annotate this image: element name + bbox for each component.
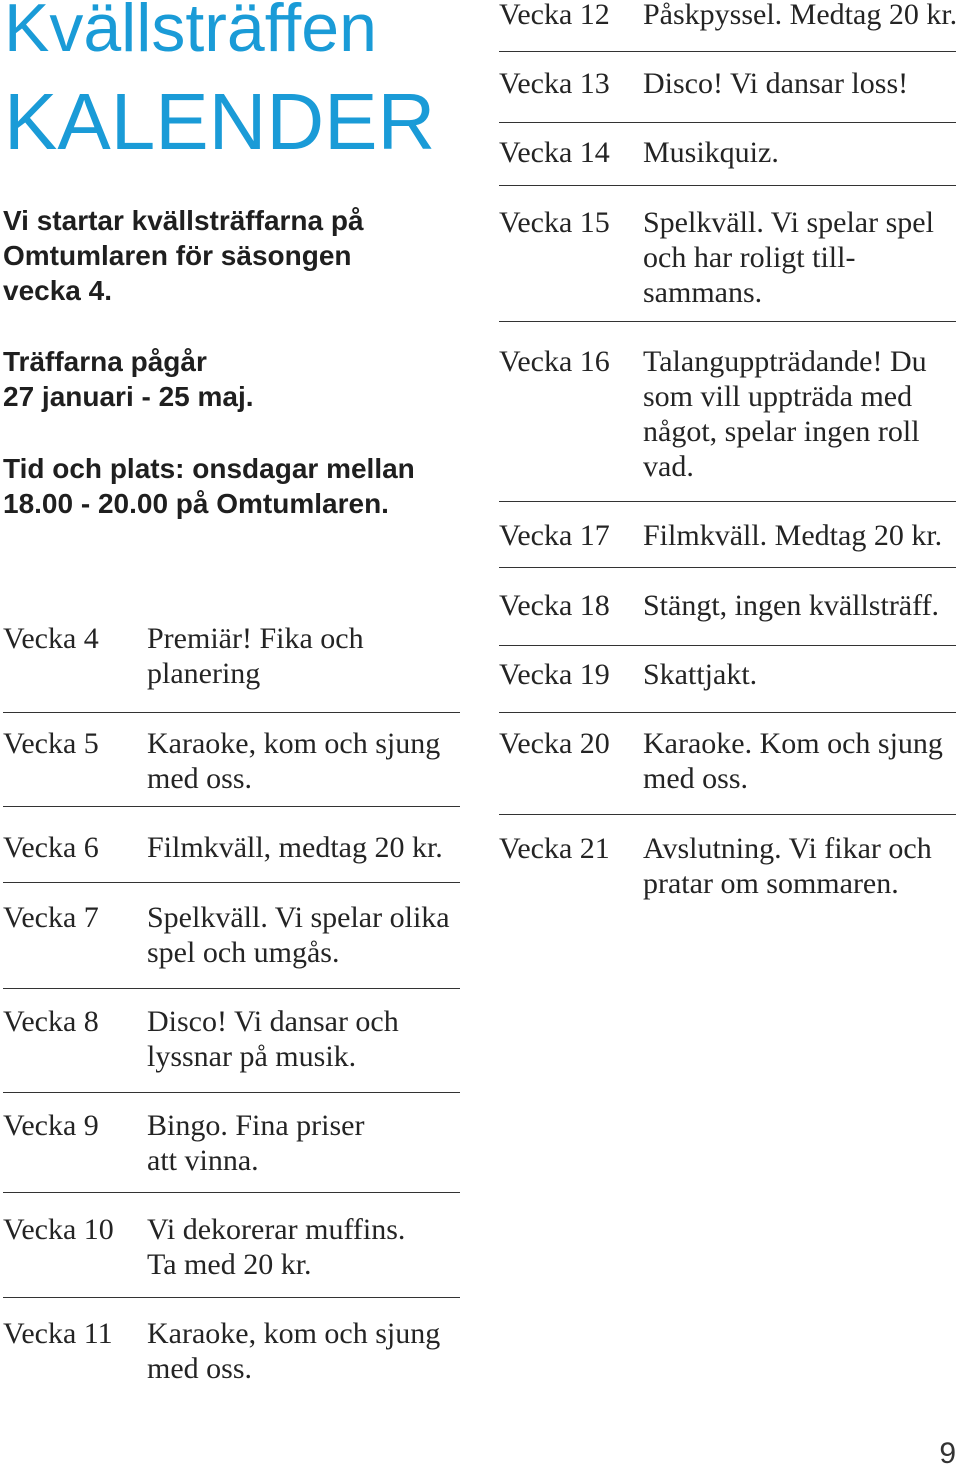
week-activity: Musikquiz.: [643, 136, 779, 169]
week-label: Vecka 21: [499, 832, 610, 865]
week-label: Vecka 16: [499, 345, 610, 378]
intro-start: Vi startar kvällsträffarna på Omtumlaren för säsongen vecka 4.: [3, 205, 364, 306]
page-number: 9: [939, 1437, 956, 1470]
week-activity: Spelkväll. Vi spelar olika spel och umgås.: [147, 901, 450, 969]
week-label: Vecka 12: [499, 0, 610, 31]
divider: [499, 567, 956, 568]
week-activity: Filmkväll, medtag 20 kr.: [147, 831, 443, 864]
divider: [499, 645, 956, 646]
divider: [499, 501, 956, 502]
divider: [3, 806, 460, 807]
week-label: Vecka 18: [499, 589, 610, 622]
week-label: Vecka 15: [499, 206, 610, 239]
week-label: Vecka 7: [3, 901, 99, 934]
week-label: Vecka 13: [499, 67, 610, 100]
week-activity: Disco! Vi dansar och lyssnar på musik.: [147, 1005, 399, 1073]
title-line-1: Kvällsträffen: [4, 0, 377, 66]
week-activity: Avslutning. Vi fikar och pratar om sommaren.: [643, 832, 932, 900]
week-label: Vecka 11: [3, 1317, 113, 1350]
week-activity: Påskpyssel. Medtag 20 kr.: [643, 0, 958, 31]
week-label: Vecka 6: [3, 831, 99, 864]
week-label: Vecka 17: [499, 519, 610, 552]
divider: [3, 1092, 460, 1093]
divider: [499, 321, 956, 322]
week-activity: Karaoke, kom och sjung med oss.: [147, 1317, 441, 1385]
week-activity: Premiär! Fika och planering: [147, 622, 364, 690]
week-label: Vecka 4: [3, 622, 99, 655]
divider: [499, 122, 956, 123]
divider: [499, 814, 956, 815]
week-label: Vecka 20: [499, 727, 610, 760]
divider: [3, 1192, 460, 1193]
week-activity: Spelkväll. Vi spelar spel och har roligt till- sammans.: [643, 206, 934, 309]
week-activity: Disco! Vi dansar loss!: [643, 67, 909, 100]
divider: [499, 185, 956, 186]
week-activity: Filmkväll. Medtag 20 kr.: [643, 519, 943, 552]
week-activity: Vi dekorerar muffins. Ta med 20 kr.: [147, 1213, 406, 1281]
intro-time-place: Tid och plats: onsdagar mellan 18.00 - 20.00 på Omtumlaren.: [3, 453, 415, 519]
week-label: Vecka 9: [3, 1109, 99, 1142]
week-activity: Bingo. Fina priser att vinna.: [147, 1109, 365, 1177]
week-label: Vecka 8: [3, 1005, 99, 1038]
divider: [499, 51, 956, 52]
week-activity: Skattjakt.: [643, 658, 758, 691]
divider: [3, 712, 460, 713]
intro-period: Träffarna pågår 27 januari - 25 maj.: [3, 346, 254, 412]
week-activity: Stängt, ingen kvällsträff.: [643, 589, 940, 622]
title-line-2: KALENDER: [4, 77, 436, 166]
week-label: Vecka 19: [499, 658, 610, 691]
week-activity: Talanguppträdande! Du som vill uppträda med något, spelar ingen roll vad.: [643, 345, 927, 483]
divider: [3, 988, 460, 989]
divider: [3, 1297, 460, 1298]
divider: [499, 712, 956, 713]
week-label: Vecka 14: [499, 136, 610, 169]
week-label: Vecka 10: [3, 1213, 114, 1246]
week-activity: Karaoke. Kom och sjung med oss.: [643, 727, 943, 795]
week-activity: Karaoke, kom och sjung med oss.: [147, 727, 441, 795]
week-label: Vecka 5: [3, 727, 99, 760]
divider: [3, 882, 460, 883]
